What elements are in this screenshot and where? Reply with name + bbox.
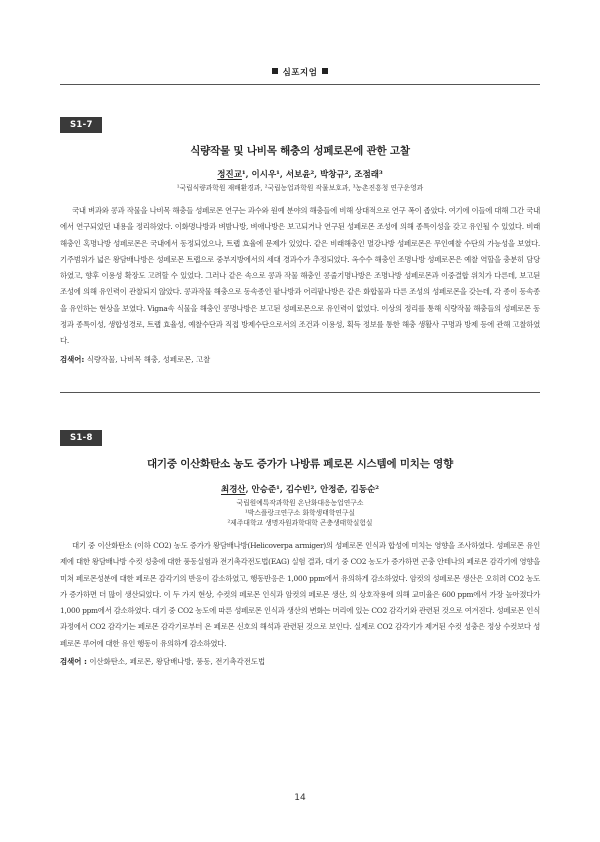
affiliation-line: ¹박스플랑크연구소 화학생태학연구실 [245, 509, 355, 517]
abstract-s1-7 [60, 112, 540, 365]
keywords [60, 354, 540, 365]
running-header [0, 66, 600, 78]
presenting-author: 최경산 [220, 485, 246, 495]
abstract-tag: S1-7 [60, 117, 102, 133]
abstract-s1-8 [60, 425, 540, 667]
abstract-title: 식량작물 및 나비목 해충의 성페로몬에 관한 고찰 [190, 145, 410, 157]
presenting-author: 정진교 [217, 170, 242, 180]
header-label: 심포지엄 [282, 68, 318, 78]
affiliation-line: ²제주대학교 생명자원과학대학 곤충생태학실험실 [227, 519, 373, 527]
section-divider [60, 392, 540, 393]
abstract-title: 대기중 이산화탄소 농도 증가가 나방류 페로몬 시스템에 미치는 영향 [146, 458, 454, 470]
header-square-right-icon [322, 68, 328, 74]
affiliation-line: 국립원예특작과학원 온난화대응농업연구소 [236, 499, 364, 507]
abstract-body: 국내 벼과와 콩과 작물을 나비목 해충들 성페로몬 연구는 과수와 원예 분야의 해충들에 비해 상대적으로 연구 폭이 좁았다. 여기에 이들에 대해 그간 국내에서 연구되었던 내용을 정리하였다. 이화명나방과 벼밤나방, 벼애나방은 보고되거나 연구된 성페로몬 조성에 의해 종특이성을 갖고 유인될 수 있었다. 비래해충인 혹명나방 성페로몬은 국내에서 동정되었으나, 트랩 효율에 문제가 있었다. 같은 비래해충인 멸강나방 성페로몬은 무인예찰 수단의 가능성을 보였다. 기주범위가 넓은 왕담배나방은 성페로몬 트랩으로 중부지방에서의 세대 경과수가 추정되었다. 옥수수 해충인 조명나방 성페로몬은 예찰 역할을 충분히 담당하였고, 향후 이용성 확장도 고려할 수 있었다. 그러나 같은 속으로 콩과 작물 해충인 콩줄기명나방은 조명나방 성페로몬과 이중결합 위치가 다른데, 보고된 조성에 의해 유인력이 관찰되지 않았다. 콩과작물 해충으로 동속종인 팥나방과 어리팥나방은 같은 화합물과 다른 조성의 성페로몬을 갖는데, 각 종이 동속종을 유인하는 현상을 보였다. Vigna속 식물을 해충인 콩명나방은 보고된 성페로몬으로 유인력이 없었다. 이상의 정리를 통해 식량작물 해충들의 성페로몬 동정과 종특이성, 생합성경로, 트랩 효율성, 예찰수단과 직접 방제수단으로서의 조건과 이용성, 획득 정보를 통한 해충 생활사 구명과 방제 등에 관해 고찰하였다. [60, 206, 540, 346]
keywords-value: 식량작물, 나비목 해충, 성페로몬, 고찰 [86, 354, 211, 364]
author-list [60, 483, 540, 495]
page-number: 14 [294, 793, 306, 803]
header-rule [60, 84, 540, 85]
author-list [60, 168, 540, 180]
other-authors: , 안승준¹, 김수빈², 안정준, 김동순² [245, 485, 380, 495]
abstract-body: 대기 중 이산화탄소 (이하 CO2) 농도 증가가 왕담배나방(Helicoverpa armiger)의 성페로몬 인식과 합성에 미치는 영향을 조사하였다. 성페로몬 유인제에 대한 왕담배나방 수컷 성충에 대한 풍동실험과 전기촉각전도법(EAG) 실험 결과, 대기 중 CO2 농도가 증가하면 곤충 안테나의 페로몬 감각기에 영향을 미쳐 페로몬성분에 대한 페로몬 감각기의 반응이 감소하였고, 행동반응은 1,000 ppm에서 유의하게 감소하였다. 암컷의 성페로몬 생산은 오히려 CO2 농도가 증가하면 더 많이 생산되었다. 이 두 가지 현상, 수컷의 페로몬 인식과 암컷의 페로몬 생산, 의 상호작용에 의해 교미율은 600 ppm에서 가장 높아졌다가 1,000 ppm에서 감소하였다. 대기 중 CO2 농도에 따른 성페로몬 인식과 생산의 변화는 머리에 있는 CO2 감각기와 관련된 것으로 여겨진다. 성페로몬 인식과정에서 CO2 감각기는 페로몬 감각기로부터 온 페로몬 신호의 해석과 관련된 것으로 보인다. 실제로 CO2 감각기가 제거된 수컷 성충은 정상 수컷보다 성페로몬 루어에 대한 유인 행동이 유의하게 감소하였다. [60, 541, 540, 648]
header-square-left-icon [272, 68, 278, 74]
affiliation-line: ¹국립식량과학원 재배환경과, ²국립농업과학원 작물보호과, ³농촌진흥청 연구운영과 [176, 184, 424, 192]
keywords-label: 검색어 : [60, 657, 87, 667]
keywords-value: 이산화탄소, 페로몬, 왕담배나방, 풍동, 전기촉각전도법 [89, 657, 266, 667]
keywords-label: 검색어: [60, 354, 85, 364]
keywords [60, 656, 540, 667]
abstract-tag: S1-8 [60, 430, 102, 446]
other-authors: ¹, 이시우¹, 서보윤², 박창규², 조점래³ [241, 170, 383, 180]
